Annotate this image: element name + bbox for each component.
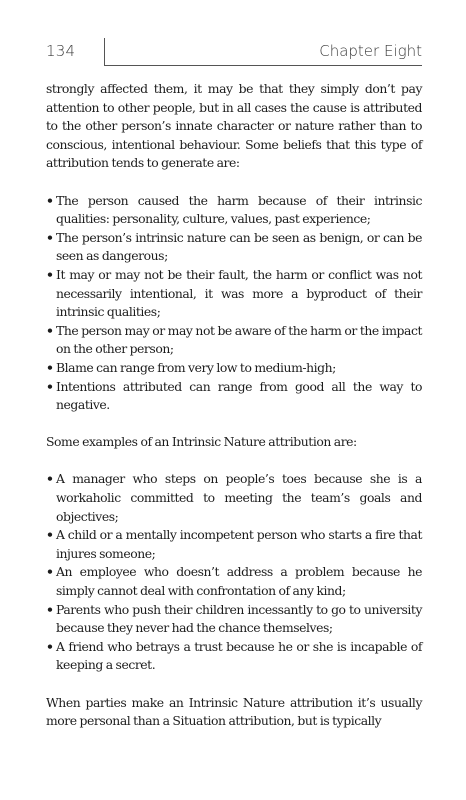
- paragraph-gap: [46, 452, 422, 471]
- list-item-text: The person may or may not be aware of the harm or the impact on the other person;: [56, 322, 422, 357]
- list-item-text: A manager who steps on people’s toes because she is a workaholic committed to meeting the team’s goals and objectives;: [56, 471, 422, 524]
- paragraph-gap: [46, 415, 422, 434]
- header-divider-vertical: [104, 38, 105, 65]
- list-item: [46, 229, 422, 266]
- bullet-icon: •: [46, 229, 54, 245]
- list-item: [46, 359, 422, 378]
- list-item-text: An employee who doesn’t address a problem because he simply cannot deal with confrontation of any kind;: [56, 564, 422, 599]
- list-item: [46, 378, 422, 415]
- list-item: [46, 563, 422, 600]
- bullet-icon: •: [46, 601, 54, 617]
- bullet-icon: •: [46, 527, 54, 543]
- bullet-icon: •: [46, 471, 54, 487]
- bullet-icon: •: [46, 266, 54, 282]
- header-rule: [104, 65, 422, 66]
- bullet-icon: •: [46, 378, 54, 394]
- list-item-text: The person’s intrinsic nature can be seen as benign, or can be seen as dangerous;: [56, 229, 422, 264]
- list-item: [46, 526, 422, 563]
- paragraph-intro: strongly affected them, it may be that they simply don’t pay attention to other people, but in all cases the cause is attributed to the other person’s innate character or nature rather than to conscious, intentional behaviour. Some beliefs that this type of attribution tends to generate are:: [46, 81, 422, 171]
- paragraph-closing: When parties make an Intrinsic Nature attribution it’s usually more personal than a Situation attribution, but is typically: [46, 694, 422, 729]
- body-text: [46, 80, 422, 731]
- list-item-text: The person caused the harm because of their intrinsic qualities: personality, culture, values, past experience;: [56, 192, 422, 227]
- list-item: [46, 322, 422, 359]
- list-item-text: It may or may not be their fault, the harm or conflict was not necessarily intentional, it was more a byproduct of their intrinsic qualities;: [56, 266, 422, 320]
- list-item-text: A friend who betrays a trust because he or she is incapable of keeping a secret.: [56, 638, 422, 673]
- bullet-icon: •: [46, 638, 54, 654]
- examples-list: [46, 470, 422, 675]
- list-item: [46, 192, 422, 229]
- list-item-text: Parents who push their children incessantly to go to university because they never had the chance themselves;: [56, 601, 422, 636]
- paragraph-examples-intro: Some examples of an Intrinsic Nature attribution are:: [46, 434, 357, 450]
- list-item: [46, 638, 422, 675]
- bullet-icon: •: [46, 192, 54, 208]
- page-number: 134: [46, 42, 76, 60]
- list-item-text: Blame can range from very low to medium-high;: [56, 359, 336, 375]
- running-header: [46, 38, 422, 68]
- list-item: [46, 601, 422, 638]
- paragraph-gap: [46, 173, 422, 192]
- bullet-icon: •: [46, 359, 54, 375]
- bullet-icon: •: [46, 322, 54, 338]
- list-item-text: Intentions attributed can range from good all the way to negative.: [56, 378, 422, 413]
- list-item-text: A child or a mentally incompetent person who starts a fire that injures someone;: [56, 527, 422, 561]
- chapter-title: Chapter Eight: [319, 42, 422, 60]
- list-item: [46, 266, 422, 322]
- list-item: [46, 470, 422, 526]
- bullet-icon: •: [46, 564, 54, 580]
- paragraph-gap: [46, 675, 422, 694]
- beliefs-list: [46, 192, 422, 415]
